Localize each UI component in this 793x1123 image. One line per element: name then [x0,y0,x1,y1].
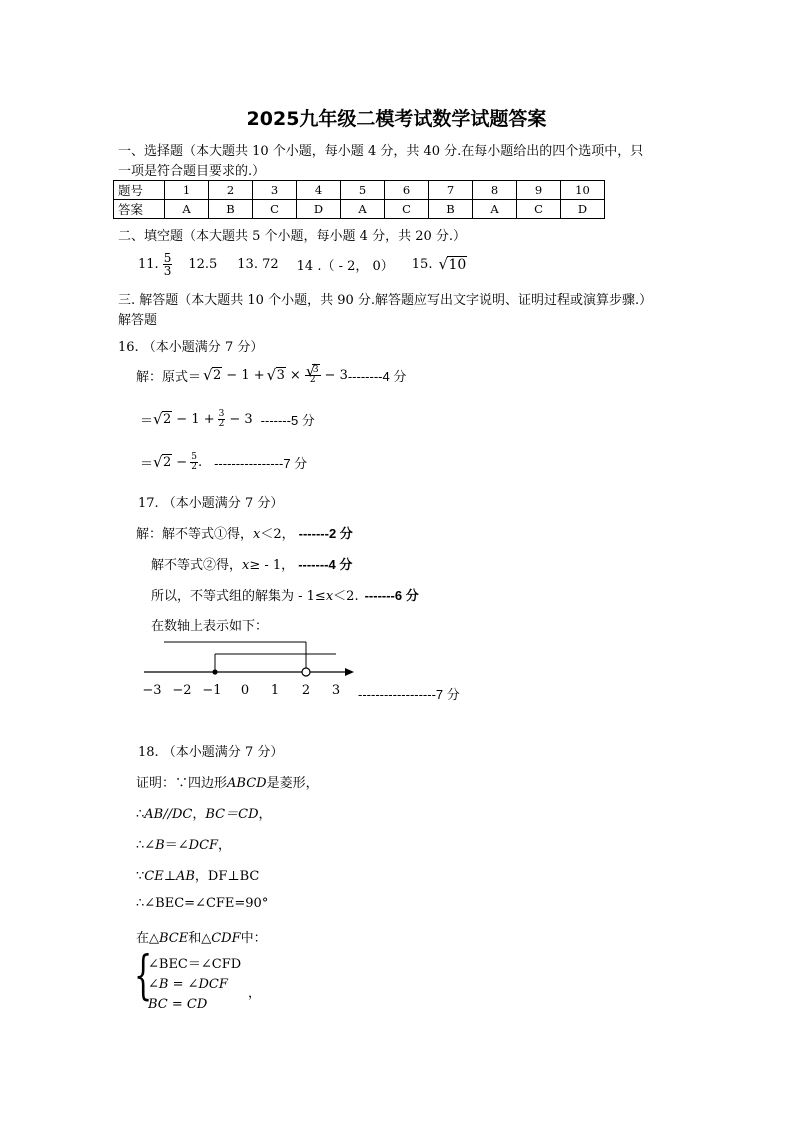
math-text: CDF [211,931,241,946]
table-row-numbers [114,181,605,200]
table-cell: A [473,200,517,219]
q16-line1 [136,366,406,385]
system-line: BC = CD [148,997,208,1012]
radicand: 3 [312,365,319,375]
q17-line1-score: -------2 分 [298,526,353,541]
sqrt-2 [203,368,222,383]
text: 所以，不等式组的解集为 - 1≤ [151,589,326,604]
text: 在△ [136,931,159,946]
sqrt-3 [267,368,286,383]
text: 解不等式②得， [151,558,243,573]
q18-line2 [136,803,272,822]
text: ∴ [136,807,145,822]
table-row-answers [114,200,605,219]
q16-line3-end: . [197,455,203,470]
q16-line2-score: -------5 分 [260,413,315,428]
math-text: AB [175,869,195,884]
q18-line3 [136,834,231,853]
axis-arrow [345,668,354,676]
radicand: 10 [448,256,467,273]
q16-line1-end: − 3 [324,368,348,383]
q18-header: 18. （本小题满分 7 分） [138,745,284,760]
q17-header: 17. （本小题满分 7 分） [138,496,284,511]
left-brace: { [134,946,153,1006]
q17-line2-score: -------4 分 [298,557,353,572]
table-cell: A [165,200,209,219]
section3-heading: 三. 解答题（本大题共 10 个小题，共 90 分.解答题应写出文字说明、证明过程或演算步骤.） [118,293,653,308]
section2-heading: 二、填空题（本大题共 5 个小题，每小题 4 分，共 20 分.） [118,229,467,244]
answer-table [113,180,605,219]
text: ， [218,838,232,853]
q16-sqrt3-over-2 [305,366,321,385]
variable: x [242,558,250,573]
text: ＝∠ [164,838,189,853]
q16-line3 [140,453,307,472]
fill-blank-answers [138,252,467,277]
table-cell: B [429,200,473,219]
text: ＜2， [260,527,295,542]
variable: x [325,589,334,604]
sqrt-3-small [306,366,320,375]
text: 和△ [188,931,212,946]
q16-line2-end: − 3 [229,412,253,427]
table-cell: 2 [209,181,253,200]
q17-line1 [136,523,353,542]
math-text: BC＝CD [205,807,259,822]
table-cell: D [561,200,605,219]
text: 证明：∵四边形 [136,776,228,791]
table-header-cell: 答案 [114,200,165,219]
axis-tick-label: −1 [202,683,222,698]
text: 是菱形， [266,776,319,791]
q16-line3-score: ----------------7 分 [214,456,308,471]
table-cell: 8 [473,181,517,200]
text: ， [192,807,206,822]
axis-tick-label: −2 [172,683,192,698]
fraction-numerator: 5 [191,452,197,462]
fraction-numerator: 5 [163,251,172,265]
q17-line4: 在数轴上表示如下： [151,619,269,634]
system-line: ∠BEC＝∠CFD [148,957,242,972]
table-cell: C [517,200,561,219]
q18-line5: ∴∠BEC=∠CFE=90° [136,896,269,911]
radicand: 2 [163,455,172,470]
text: ＜2. [333,589,359,604]
variable: x [253,527,261,542]
radicand: 2 [213,368,222,383]
table-cell: C [253,200,297,219]
table-header-cell: 题号 [114,181,165,200]
q17-line3 [151,585,419,604]
q16-line1-prefix: 解：原式＝ [136,370,202,385]
open-point-2 [302,668,310,676]
section1-heading-line1: 一、选择题（本大题共 10 个小题，每小题 4 分，共 40 分.在每小题给出的四个选项中，只 [118,144,644,159]
q18-line6 [136,927,267,946]
q16-line2 [140,410,315,429]
closed-point-neg1 [212,669,217,674]
sqrt-2 [153,455,172,470]
q17-line2 [151,554,352,573]
q16-line2-prefix: ＝ [140,414,154,429]
fraction-denominator: 2 [191,462,197,472]
q16-header: 16. （本小题满分 7 分） [118,340,264,355]
radicand: 2 [163,412,172,427]
number-line [140,636,360,700]
section3-subheading: 解答题 [118,313,158,328]
system-end-comma: ， [248,986,262,1001]
table-cell: B [209,200,253,219]
table-cell: A [341,200,385,219]
q16-line2-mid: − 1 + [176,412,215,427]
q16-line1-score: --------4 分 [347,369,407,384]
axis-tick-label: −3 [142,683,162,698]
q18-line1 [136,772,319,791]
q14-answer: 14 .（ - 2， 0） [296,259,394,274]
q17-axis-score: ------------------7 分 [358,687,460,702]
math-text: ABCD [227,776,267,791]
q17-line3-score: -------6 分 [364,588,419,603]
system-line: ∠B = ∠DCF [148,977,228,992]
q15-label: 15. [411,257,433,272]
q16-five-halves [190,453,198,472]
q13-answer: 13. 72 [237,257,279,272]
table-cell: 9 [517,181,561,200]
fraction-denominator: 2 [309,375,316,385]
q16-line3-prefix: ＝ [140,457,154,472]
math-text: DCF [188,838,219,853]
text: ，DF⊥BC [194,869,260,884]
q15-sqrt [438,257,467,273]
sqrt-2 [153,412,172,427]
table-cell: C [385,200,429,219]
fraction-numerator: 3 [218,409,225,419]
table-cell: 7 [429,181,473,200]
table-cell: 6 [385,181,429,200]
table-cell: 1 [165,181,209,200]
fraction-denominator: 3 [163,264,172,278]
text: 中： [240,931,267,946]
radicand: 3 [276,368,285,383]
text: ∵ [136,869,145,884]
text: ， [258,807,272,822]
axis-tick-label: 2 [301,683,311,698]
axis-tick-label: 1 [270,683,280,698]
text: ∴∠ [136,838,156,853]
fraction-denominator: 2 [218,419,225,429]
q16-three-halves [218,410,226,429]
q11-fraction [163,252,173,277]
fraction-numerator [305,366,321,376]
text: ⊥ [163,869,176,884]
q18-line4 [136,865,259,884]
math-text: B [155,838,165,853]
math-text: AB//DC [144,807,193,822]
math-text: CE [144,869,164,884]
page-title: 2025九年级二模考试数学试题答案 [246,108,547,130]
q16-line3-mid: − [176,455,188,470]
equation-system [148,955,241,1015]
times-sign: × [289,368,301,383]
axis-tick-label: 0 [240,683,250,698]
q16-line1-mid: − 1 + [226,368,265,383]
table-cell: 3 [253,181,297,200]
math-text: BCE [159,931,189,946]
table-cell: 5 [341,181,385,200]
q11-label: 11. [138,257,159,272]
table-cell: 4 [297,181,341,200]
table-cell: 10 [561,181,605,200]
axis-tick-label: 3 [331,683,341,698]
table-cell: D [297,200,341,219]
text: 解：解不等式①得， [136,527,254,542]
section1-heading-line2: 一项是符合题目要求的.） [118,164,266,179]
text: ≥ - 1， [249,558,295,573]
q12-answer: 12.5 [188,257,218,272]
